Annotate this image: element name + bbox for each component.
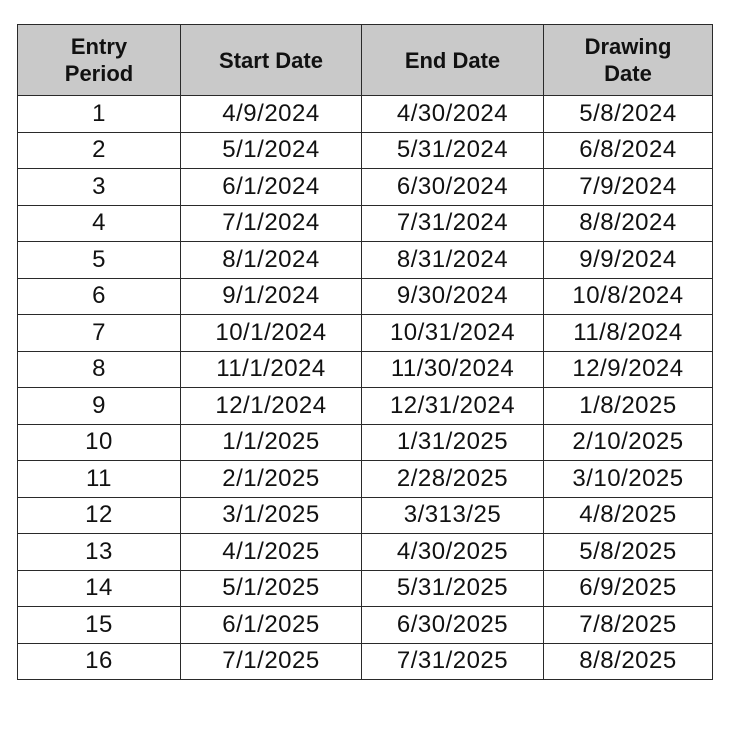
entry-period-cell: 14 bbox=[18, 570, 181, 607]
table-header bbox=[18, 25, 713, 96]
start-date-cell: 2/1/2025 bbox=[181, 461, 362, 498]
drawing-date-cell: 3/10/2025 bbox=[544, 461, 713, 498]
end-date-cell: 12/31/2024 bbox=[362, 388, 544, 425]
drawing-date-cell: 8/8/2025 bbox=[544, 643, 713, 680]
drawing-date-cell: 12/9/2024 bbox=[544, 351, 713, 388]
start-date-cell: 4/9/2024 bbox=[181, 96, 362, 133]
header-row bbox=[18, 25, 713, 96]
start-date-cell: 5/1/2024 bbox=[181, 132, 362, 169]
start-date-cell: 7/1/2024 bbox=[181, 205, 362, 242]
table-row bbox=[18, 278, 713, 315]
entry-period-cell: 16 bbox=[18, 643, 181, 680]
start-date-cell: 11/1/2024 bbox=[181, 351, 362, 388]
end-date-cell: 4/30/2025 bbox=[362, 534, 544, 571]
end-date-cell: 4/30/2024 bbox=[362, 96, 544, 133]
table-row bbox=[18, 643, 713, 680]
header-start-date bbox=[181, 25, 362, 96]
entry-period-cell: 6 bbox=[18, 278, 181, 315]
drawing-date-cell: 6/8/2024 bbox=[544, 132, 713, 169]
entry-period-cell: 3 bbox=[18, 169, 181, 206]
end-date-cell: 6/30/2024 bbox=[362, 169, 544, 206]
end-date-cell: 1/31/2025 bbox=[362, 424, 544, 461]
header-end-date bbox=[362, 25, 544, 96]
header-entry-period bbox=[18, 25, 181, 96]
table-row bbox=[18, 607, 713, 644]
drawing-date-cell: 2/10/2025 bbox=[544, 424, 713, 461]
drawing-date-cell: 6/9/2025 bbox=[544, 570, 713, 607]
table-row bbox=[18, 461, 713, 498]
drawing-date-cell: 7/8/2025 bbox=[544, 607, 713, 644]
entry-period-cell: 10 bbox=[18, 424, 181, 461]
start-date-cell: 3/1/2025 bbox=[181, 497, 362, 534]
end-date-cell: 6/30/2025 bbox=[362, 607, 544, 644]
entry-period-cell: 12 bbox=[18, 497, 181, 534]
table-row bbox=[18, 497, 713, 534]
end-date-cell: 5/31/2025 bbox=[362, 570, 544, 607]
entry-period-cell: 11 bbox=[18, 461, 181, 498]
table-row bbox=[18, 132, 713, 169]
end-date-cell: 11/30/2024 bbox=[362, 351, 544, 388]
start-date-cell: 4/1/2025 bbox=[181, 534, 362, 571]
end-date-cell: 5/31/2024 bbox=[362, 132, 544, 169]
drawing-date-cell: 9/9/2024 bbox=[544, 242, 713, 279]
start-date-cell: 5/1/2025 bbox=[181, 570, 362, 607]
start-date-cell: 12/1/2024 bbox=[181, 388, 362, 425]
table-body bbox=[18, 96, 713, 680]
end-date-cell: 10/31/2024 bbox=[362, 315, 544, 352]
drawing-date-cell: 8/8/2024 bbox=[544, 205, 713, 242]
end-date-cell: 7/31/2024 bbox=[362, 205, 544, 242]
end-date-cell: 3/313/25 bbox=[362, 497, 544, 534]
table-row bbox=[18, 315, 713, 352]
entry-period-cell: 13 bbox=[18, 534, 181, 571]
table-row bbox=[18, 242, 713, 279]
header-drawing-date-line1: Drawing bbox=[584, 34, 672, 59]
drawing-date-cell: 5/8/2025 bbox=[544, 534, 713, 571]
table-row bbox=[18, 169, 713, 206]
drawing-date-cell: 4/8/2025 bbox=[544, 497, 713, 534]
drawing-schedule-table bbox=[17, 24, 713, 680]
start-date-cell: 1/1/2025 bbox=[181, 424, 362, 461]
table-row bbox=[18, 424, 713, 461]
start-date-cell: 8/1/2024 bbox=[181, 242, 362, 279]
header-drawing-date-line2: Date bbox=[604, 61, 652, 86]
entry-period-cell: 4 bbox=[18, 205, 181, 242]
end-date-cell: 8/31/2024 bbox=[362, 242, 544, 279]
start-date-cell: 7/1/2025 bbox=[181, 643, 362, 680]
table-row bbox=[18, 388, 713, 425]
end-date-cell: 9/30/2024 bbox=[362, 278, 544, 315]
header-entry-period-line1: Entry bbox=[70, 34, 128, 59]
entry-period-cell: 5 bbox=[18, 242, 181, 279]
entry-period-cell: 2 bbox=[18, 132, 181, 169]
start-date-cell: 6/1/2025 bbox=[181, 607, 362, 644]
start-date-cell: 10/1/2024 bbox=[181, 315, 362, 352]
entry-period-cell: 15 bbox=[18, 607, 181, 644]
end-date-cell: 7/31/2025 bbox=[362, 643, 544, 680]
entry-period-cell: 1 bbox=[18, 96, 181, 133]
drawing-date-cell: 5/8/2024 bbox=[544, 96, 713, 133]
header-end-date-label: End Date bbox=[404, 47, 501, 73]
end-date-cell: 2/28/2025 bbox=[362, 461, 544, 498]
header-start-date-label: Start Date bbox=[219, 47, 323, 73]
entry-period-cell: 7 bbox=[18, 315, 181, 352]
header-drawing-date bbox=[544, 25, 713, 96]
header-entry-period-line2: Period bbox=[64, 61, 134, 86]
table-row bbox=[18, 534, 713, 571]
start-date-cell: 9/1/2024 bbox=[181, 278, 362, 315]
table-row bbox=[18, 570, 713, 607]
table-row bbox=[18, 205, 713, 242]
start-date-cell: 6/1/2024 bbox=[181, 169, 362, 206]
drawing-date-cell: 7/9/2024 bbox=[544, 169, 713, 206]
entry-period-cell: 9 bbox=[18, 388, 181, 425]
entry-period-cell: 8 bbox=[18, 351, 181, 388]
table-row bbox=[18, 351, 713, 388]
drawing-date-cell: 11/8/2024 bbox=[544, 315, 713, 352]
table-row bbox=[18, 96, 713, 133]
drawing-date-cell: 1/8/2025 bbox=[544, 388, 713, 425]
drawing-date-cell: 10/8/2024 bbox=[544, 278, 713, 315]
